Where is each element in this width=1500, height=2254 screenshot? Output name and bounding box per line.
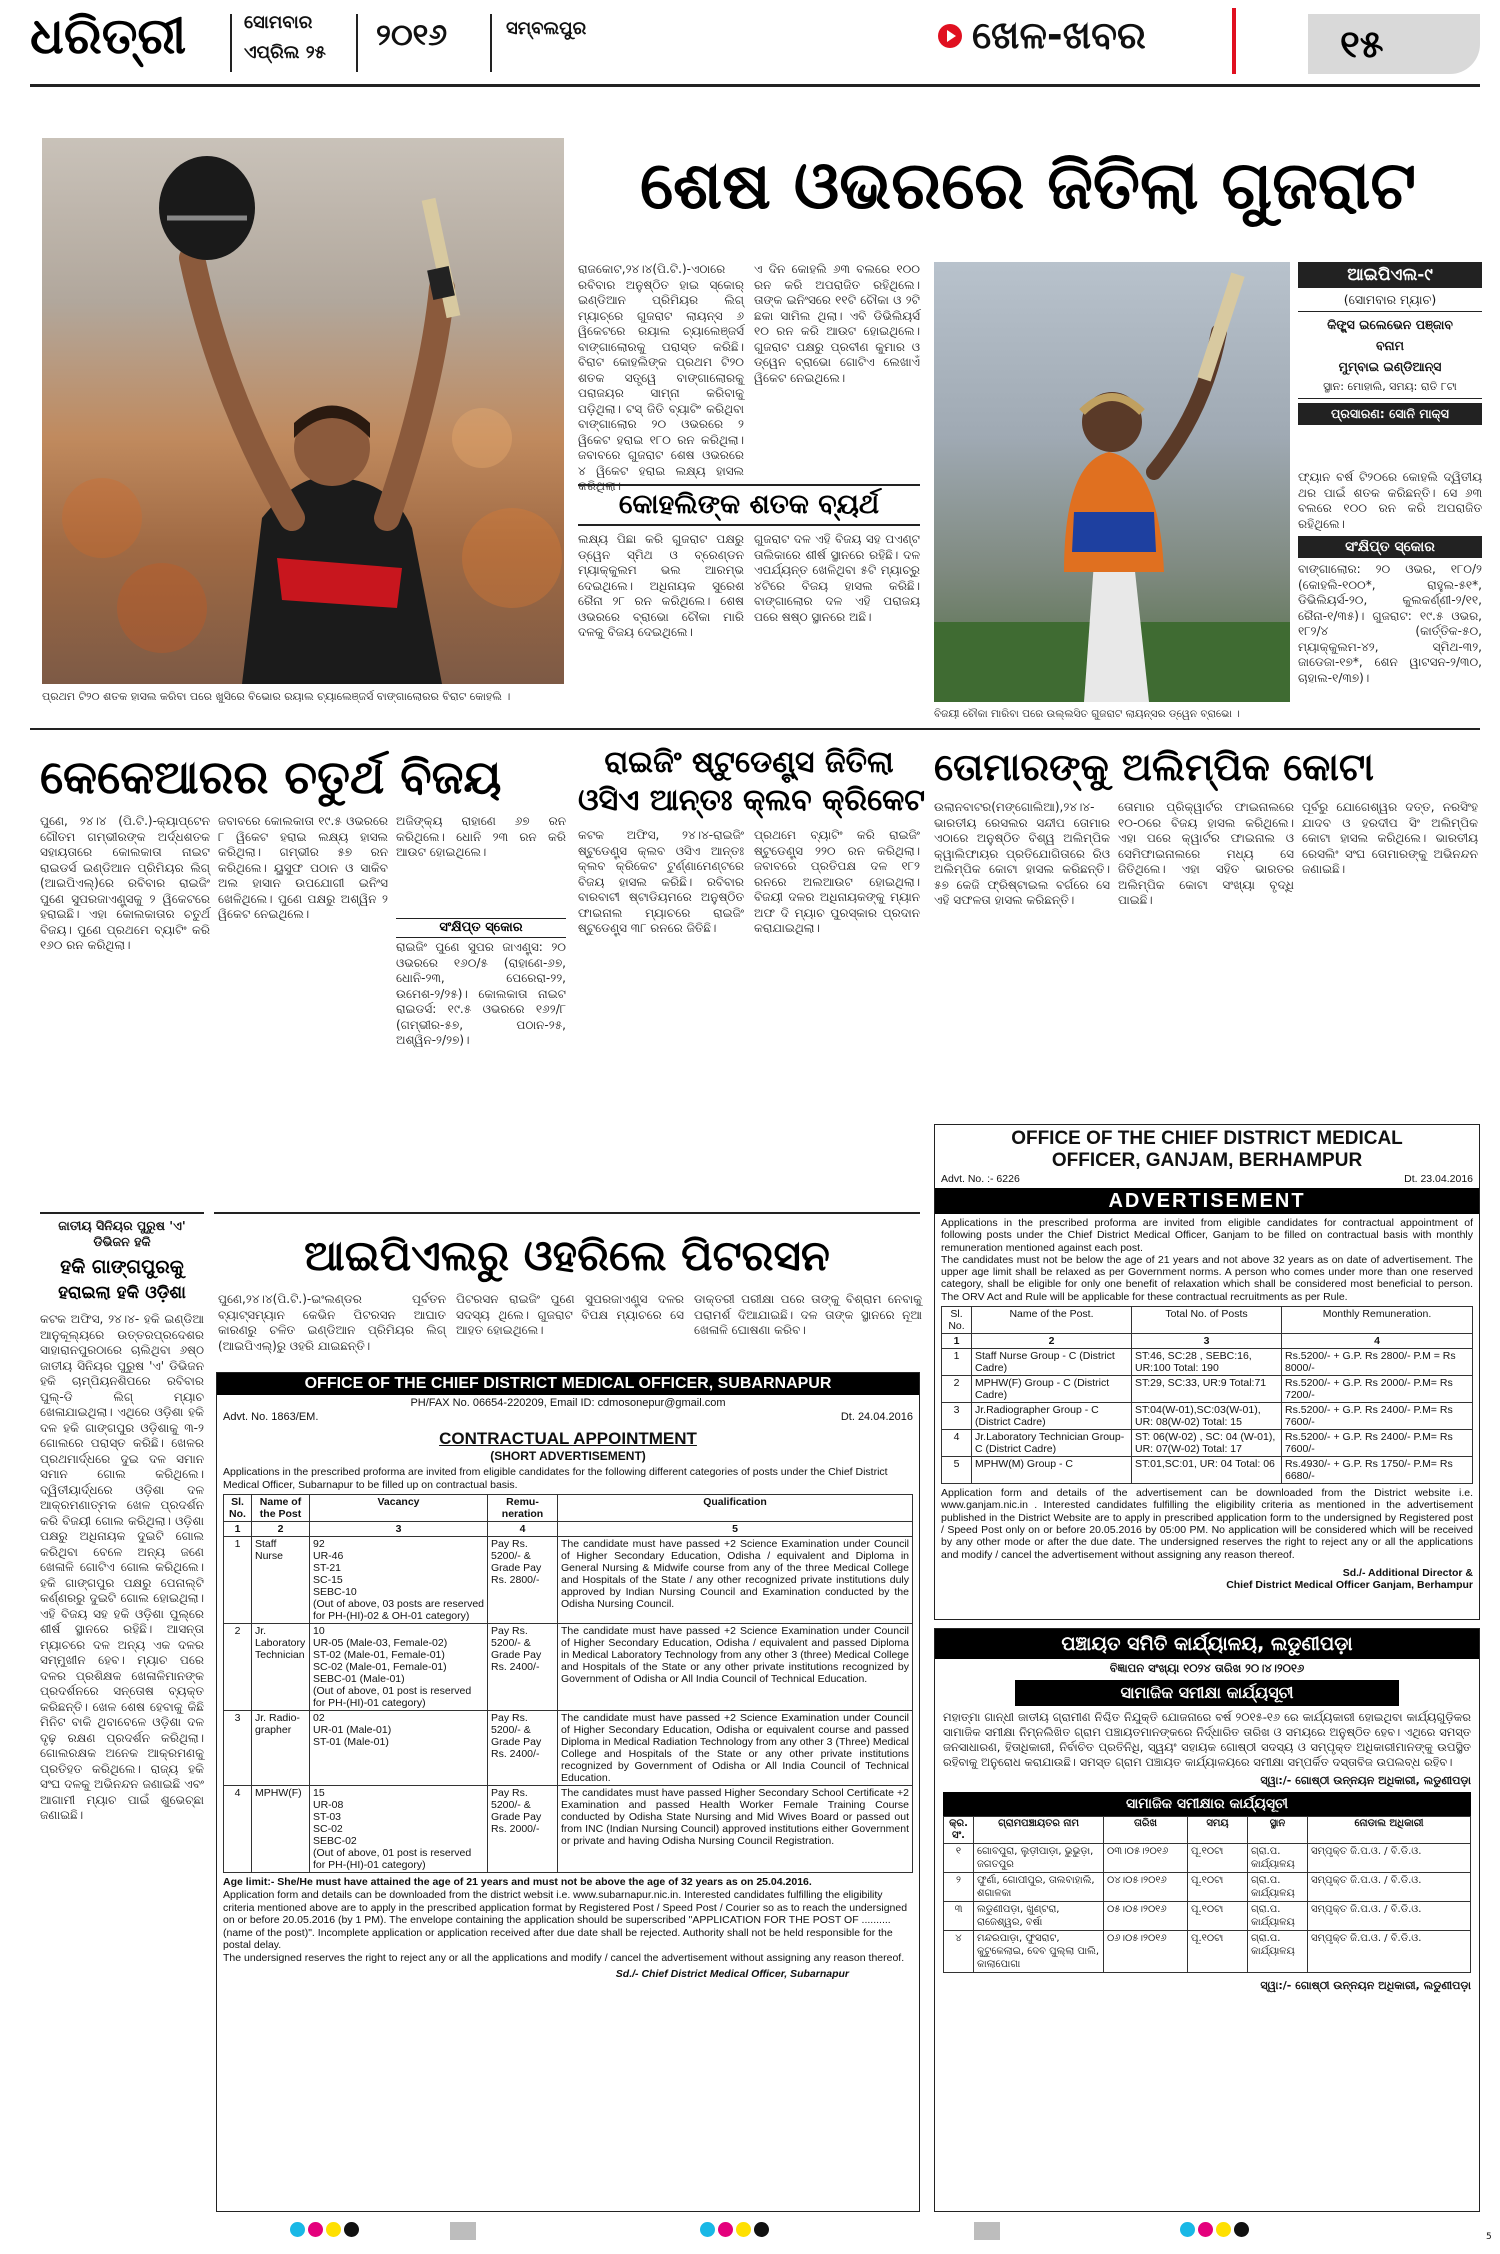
subarnapur-cell: The candidate must have passed +2 Science Examination under Council of Higher Secondary Education, Odisha or equivalent course and passed Diploma in Medical Radiation Technology from any other 3 (Three) Medical College and Hospitals of the State or any other private institutions recognized by Government of Odisha or All India Council of Technical Education. xyxy=(558,1711,913,1786)
lead-subhead: କୋହଲିଙ୍କ ଶତକ ବ୍ୟର୍ଥ xyxy=(618,489,880,520)
ipl-box xyxy=(1298,262,1482,462)
ganjam-row xyxy=(942,1376,1473,1403)
subarnapur-title: OFFICE OF THE CHIEF DISTRICT MEDICAL OFFICER, SUBARNAPUR xyxy=(217,1373,919,1395)
peterson-col-3: ଡାକ୍ତରୀ ପରୀକ୍ଷା ପରେ ତାଙ୍କୁ ବିଶ୍ରାମ ନେବାକୁ ପରାମର୍ଶ ଦିଆଯାଇଛି। ଦଳ ତାଙ୍କ ସ୍ଥାନରେ ନୂଆ ଖେଳାଳି ଘୋଷଣା କରିବ। xyxy=(694,1292,922,1337)
panchayat-ad xyxy=(934,1628,1480,2212)
ipl-box-line3: ବନାମ xyxy=(1376,338,1404,353)
panchayat-cell: ଗ୍ରା.ପ. କାର୍ଯ୍ୟାଳୟ xyxy=(1248,1873,1308,1902)
ganjam-th-total: Total No. of Posts xyxy=(1132,1307,1282,1334)
ganjam-date: Dt. 23.04.2016 xyxy=(1404,1173,1473,1185)
panchayat-cell: ଗୋବପୁରା, ଲୁଡ଼ୀପାଡ଼ା, ଭୁଭୁଡ଼ା, ଜଗତପୁର xyxy=(974,1844,1104,1873)
panchayat-banner: ସାମାଜିକ ସମୀକ୍ଷା କାର୍ଯ୍ୟସୂଚୀ xyxy=(1015,1680,1399,1706)
panchayat-th-venue: ସ୍ଥାନ xyxy=(1248,1817,1308,1844)
rising-headline-2: ଓସିଏ ଆନ୍ତଃ କ୍ଲବ କ୍ରିକେଟ xyxy=(578,783,926,818)
panchayat-cell: ଗ୍ରା.ପ. କାର୍ଯ୍ୟାଳୟ xyxy=(1248,1931,1308,1973)
panchayat-cell: ପୂ.୧୦ଟା xyxy=(1188,1902,1248,1931)
panchayat-row xyxy=(944,1844,1471,1873)
color-bar-1 xyxy=(290,2222,362,2241)
ganjam-cell: 3 xyxy=(942,1403,972,1430)
page-mark: 5 xyxy=(1486,2232,1492,2242)
ganjam-cell: Rs.4930/- + G.P. Rs 1750/- P.M= Rs 6680/- xyxy=(1282,1457,1473,1484)
yellow-dot xyxy=(1216,2222,1231,2237)
subarnapur-row xyxy=(224,1711,913,1786)
cyan-dot xyxy=(290,2222,305,2237)
color-bar-2 xyxy=(700,2222,772,2241)
panchayat-cell: ସମ୍ପୃକ୍ତ ଜି.ପ.ଓ. / ବି.ଡି.ଓ. xyxy=(1308,1931,1471,1973)
lead-col-1: ରାଜକୋଟ,୨୪।୪(ପି.ଟି.)-ଏଠାରେ ରବିବାର ଅନୁଷ୍ଠିତ ହାଇ ସ୍କୋର୍ ଇଣ୍ଡିଆନ ପ୍ରିମିୟର ଲିଗ୍ ମ୍ୟାଚ୍‌ରେ ଗୁଜରାଟ ଲାୟନ୍ସ ୬ ୱିକେଟରେ ରୟାଲ ଚ୍ୟାଲେଞ୍ଜର୍ସ ବାଙ୍ଗାଲୋରକୁ ପରାସ୍ତ କରିଛି। ବିରାଟ କୋହଲିଙ୍କ ପ୍ରଥମ ଟି୨୦ ଶତକ ସତ୍ତ୍ୱେ ବାଙ୍ଗାଲୋରକୁ ପରାଜୟର ସାମ୍ନା କରିବାକୁ ପଡ଼ିଥିଲା। ଟସ୍ ଜିତି ବ୍ୟାଟିଂ କରିଥିବା ବାଙ୍ଗାଲୋର ୨୦ ଓଭରରେ ୨ ୱିକେଟ ହରାଇ ୧୮୦ ରନ କରିଥିଲା। ଜବାବରେ ଗୁଜରାଟ ଶେଷ ଓଭରରେ ୪ ୱିକେଟ ହରାଇ ଲକ୍ଷ୍ୟ ହାସଲ କରିଥିଲା। xyxy=(578,262,744,493)
ipl-box-line5: ସ୍ଥାନ: ମୋହାଲି, ସମୟ: ରାତି ୮ଟା xyxy=(1298,380,1482,399)
rising-headline-1: ରାଇଜିଂ ଷ୍ଟୁଡେଣ୍ଟ୍ସ ଜିତିଲା xyxy=(604,745,894,780)
score-box-intro: ଫ୍ୟାନ ବର୍ଷ ଟି୨୦ରେ କୋହଲି ଦ୍ୱିତୀୟ ଥର ପାଇଁ ଶତକ କରିଛନ୍ତି। ସେ ୬୩ ବଲରେ ୧୦୦ ରନ କରି ଅପରାଜିତ ରହିଥିଲେ। xyxy=(1298,470,1482,531)
panchayat-sign-2: ସ୍ୱା:/- ଗୋଷ୍ଠୀ ଉନ୍ନୟନ ଅଧିକାରୀ, ଲଡୁଣୀପଡ଼ା xyxy=(1260,1979,1471,1992)
panchayat-cell: ଗ୍ରା.ପ. କାର୍ଯ୍ୟାଳୟ xyxy=(1248,1844,1308,1873)
panchayat-th-time: ସମୟ xyxy=(1188,1817,1248,1844)
ganjam-table xyxy=(941,1306,1473,1484)
panchayat-table xyxy=(943,1816,1471,1973)
masthead xyxy=(0,0,1500,82)
subarnapur-th-qualification: Qualification xyxy=(558,1495,913,1522)
lead-col-2: ଏ ଦିନ କୋହଲି ୬୩ ବଲରେ ୧୦୦ ରନ କରି ଅପରାଜିତ ରହିଥିଲେ। ତାଙ୍କ ଇନିଂସରେ ୧୧ଟି ଚୌକା ଓ ୨ଟି ଛକା ସାମିଲ ଥିଲା। ଏବି ଡିଭିଲିୟର୍ସ ୧୦ ରନ କରି ଆଉଟ ହୋଇଥିଲେ। ଗୁଜରାଟ ପକ୍ଷରୁ ପ୍ରବୀଣ କୁମାର ଓ ଡ୍ୱେନ ବ୍ରାଭୋ ଗୋଟିଏ ଲେଖାଏଁ ୱିକେଟ ନେଇଥିଲେ। xyxy=(754,262,920,385)
panchayat-cell: ୦୫।୦୫।୨୦୧୬ xyxy=(1104,1902,1188,1931)
color-bar-3 xyxy=(1180,2222,1252,2241)
subarnapur-ad xyxy=(216,1372,920,2212)
subarnapur-contact: PH/FAX No. 06654-220209, Email ID: cdmosonepur@gmail.com xyxy=(410,1397,726,1409)
tomar-headline: ତୋମାରଙ୍କୁ ଅଲିମ୍ପିକ କୋଟା xyxy=(934,745,1374,789)
ganjam-outro: Application form and details of the advertisement can be downloaded from the District website i.e. www.ganjam.nic.in . Interested candidates fulfilling the eligibility criteria as mentioned in the advertisement published in the District Website are to apply in prescribed application form to the undersigned by Registered post / Speed Post only on or before 20.05.2016 by 05:00 PM. No application will be considered which will be received by any other mode or after the due date. The undersigned reserves the right to reject any or all the applications and modify / cancel the advertisement without assigning any reason thereof. xyxy=(941,1487,1473,1561)
ganjam-cell: Jr.Laboratory Technician Group- C (District Cadre) xyxy=(972,1430,1132,1457)
subarnapur-cell: The candidates must have passed Higher Secondary School Certificate +2 Examination and passed Health Worker Female Training Course conducted by Odisha State Nursing and Mid Wives Board or passed out from INC (Indian Nursing Council) approved institutions either Government or private and having Odisha Nursing Council Registration. xyxy=(558,1786,913,1873)
colnum: 2 xyxy=(972,1334,1132,1349)
subarnapur-th-slno: Sl. No. xyxy=(224,1495,252,1522)
subarnapur-cell: Jr. Laboratory Technician xyxy=(252,1624,310,1711)
subarnapur-cell: 1 xyxy=(224,1537,252,1624)
ganjam-cell: ST:04(W-01),SC:03(W-01), UR: 08(W-02) Total: 15 xyxy=(1132,1403,1282,1430)
colnum: 1 xyxy=(224,1522,252,1537)
tomar-col-2: ତୋମାର ପ୍ରିକ୍ୱାର୍ଟର ଫାଇନାଲରେ ୧୦-୦ରେ ବିଜୟ ହାସଲ କରିଥିଲେ। ଏହା ପରେ କ୍ୱାର୍ଟର ଫାଇନାଲ ଓ ସେମିଫାଇନାଲରେ ମଧ୍ୟ ସେ ଜିତିଥିଲେ। ଏହା ସହିତ ଭାରତର ଅଲିମ୍ପିକ କୋଟା ସଂଖ୍ୟା ବୃଦ୍ଧି ପାଇଛି। xyxy=(1118,800,1294,907)
subarnapur-cell: 92 UR-46 ST-21 SC-15 SEBC-10 (Out of above, 03 posts are reserved for PH-(HI)-02 & OH-01 category) xyxy=(310,1537,488,1624)
panchayat-sign-1: ସ୍ୱା:/- ଗୋଷ୍ଠୀ ଉନ୍ନୟନ ଅଧିକାରୀ, ଲଡୁଣୀପଡ଼ା xyxy=(1260,1774,1471,1787)
colnum: 3 xyxy=(1132,1334,1282,1349)
odisha-headline-2: ହରାଇଲା ହକି ଓଡ଼ିଶା xyxy=(58,1283,186,1303)
masthead-city: ସମ୍ବଲପୁର xyxy=(506,18,587,39)
subarnapur-table xyxy=(223,1494,913,1873)
ipl-box-line4: ମୁମ୍ବାଇ ଇଣ୍ଡିଆନ୍ସ xyxy=(1338,359,1442,374)
ganjam-cell: 4 xyxy=(942,1430,972,1457)
lead-col-4: ଗୁଜରାଟ ଦଳ ଏହି ବିଜୟ ସହ ପଏଣ୍ଟ ତାଲିକାରେ ଶୀର୍ଷ ସ୍ଥାନରେ ରହିଛି। ଦଳ ଏପର୍ଯ୍ୟନ୍ତ ଖେଳିଥିବା ୫ଟି ମ୍ୟାଚ୍‌ରୁ ୪ଟିରେ ବିଜୟ ହାସଲ କରିଛି। ବାଙ୍ଗାଲୋର ଦଳ ଏହି ପରାଜୟ ପରେ ଷଷ୍ଠ ସ୍ଥାନରେ ଅଛି। xyxy=(754,532,920,624)
colnum: 2 xyxy=(252,1522,310,1537)
odisha-headline-1: ହକି ଗାଙ୍ଗପୁରକୁ xyxy=(60,1256,184,1278)
gray-swatch xyxy=(974,2222,1000,2240)
masthead-date: ଏପ୍ରିଲ ୨୫ xyxy=(244,42,326,63)
ganjam-advt-no: Advt. No. :- 6226 xyxy=(941,1173,1020,1185)
black-dot xyxy=(344,2222,359,2237)
subarnapur-table-header xyxy=(224,1495,913,1522)
magenta-dot xyxy=(718,2222,733,2237)
rising-col-1: କଟକ ଅଫିସ, ୨୪।୪-ରାଇଜିଂ ଷ୍ଟୁଡେଣ୍ଟ୍ସ କ୍ଲବ ଓସିଏ ଆନ୍ତଃ କ୍ଲବ କ୍ରିକେଟ ଟୁର୍ଣ୍ଣାମେଣ୍ଟରେ ବିଜୟ ହାସଲ କରିଛି। ରବିବାର ବାରବାଟୀ ଷ୍ଟାଡିୟମରେ ଅନୁଷ୍ଠିତ ଫାଇନାଲ ମ୍ୟାଚରେ ରାଇଜିଂ ଷ୍ଟୁଡେଣ୍ଟ୍ସ ୩୮ ରନରେ ଜିତିଛି। xyxy=(578,828,744,935)
ganjam-cell: Rs.5200/- + G.P. Rs 2800/- P.M = Rs 8000/- xyxy=(1282,1349,1473,1376)
bravo-photo xyxy=(934,262,1290,702)
kohli-photo-illustration xyxy=(42,138,564,684)
odisha-kicker: ଜାତୀୟ ସିନିୟର ପୁରୁଷ 'ଏ' ଡିଭିଜନ ହକି xyxy=(58,1218,186,1249)
subarnapur-cell: Staff Nurse xyxy=(252,1537,310,1624)
peterson-col-1: ପୁଣେ,୨୪।୪(ପି.ଟି.)-ଇଂଲଣ୍ଡର ପୂର୍ବତନ ବ୍ୟାଟ୍ସମ୍ୟାନ କେଭିନ ପିଟରସନ ଆଘାତ କାରଣରୁ ଚଳିତ ଇଣ୍ଡିଆନ ପ୍ରିମିୟର ଲିଗ୍ (ଆଇପିଏଲ୍)ରୁ ଓହରି ଯାଇଛନ୍ତି। xyxy=(218,1292,446,1353)
subarnapur-th-post: Name of the Post xyxy=(252,1495,310,1522)
ganjam-banner: ADVERTISEMENT xyxy=(935,1188,1479,1214)
ipl-box-line1: (ସୋମବାର ମ୍ୟାଚ) xyxy=(1298,292,1482,312)
ganjam-th-post: Name of the Post. xyxy=(972,1307,1132,1334)
subarnapur-heading: CONTRACTUAL APPOINTMENT xyxy=(439,1429,697,1448)
subarnapur-th-remuneration: Remu-neration xyxy=(488,1495,558,1522)
subarnapur-sign: Sd./- Chief District Medical Officer, Subarnapur xyxy=(615,1968,849,1980)
subarnapur-intro: Applications in the prescribed proforma are invited from eligible candidates for the following different categories of posts under the Chief District Medical Officer, Subarnapur to be filled up on contractual basis. xyxy=(223,1466,888,1491)
ipl-box-title: ଆଇପିଏଲ-୯ xyxy=(1298,262,1482,288)
subarnapur-cell: Jr. Radio-grapher xyxy=(252,1711,310,1786)
colnum: 4 xyxy=(1282,1334,1473,1349)
cyan-dot xyxy=(1180,2222,1195,2237)
panchayat-cell: ୧ xyxy=(944,1844,974,1873)
subarnapur-outro: Application form and details can be downloaded from the district websit i.e. www.subarnapur.nic.in. Interested candidates fulfilling the eligibility criteria mentioned above are to apply in the prescribed application format by Registered Post / Speed Post / Courier so as to reach the undersigned on or before 20.05.2016 (by 1 PM). The envelope containing the application should be superscribed "APPLICATION FOR THE POST OF .......... (name of the post)". Incomplete application or application received after due date shall be rejected. Authority shall not be held responsible for the postal delay. The undersigned reserves the right to reject any or all the applications and modify / cancel the advertisement without assigning any reason thereof. xyxy=(223,1889,908,1964)
panchayat-cell: ଗ୍ରା.ପ. କାର୍ଯ୍ୟାଳୟ xyxy=(1248,1902,1308,1931)
black-dot xyxy=(754,2222,769,2237)
registration-marks xyxy=(0,2218,1500,2248)
peterson-col-2: ପିଟରସନ ରାଇଜିଂ ପୁଣେ ସୁପରଜାଏଣ୍ଟ୍ସ ଦଳର ସଦସ୍ୟ ଥିଲେ। ଗୁଜରାଟ ବିପକ୍ଷ ମ୍ୟାଚରେ ସେ ଆହତ ହୋଇଥିଲେ। xyxy=(456,1292,684,1337)
colnum: 1 xyxy=(942,1334,972,1349)
ganjam-table-header xyxy=(942,1307,1473,1334)
ganjam-row xyxy=(942,1430,1473,1457)
lead-col-3: ଲକ୍ଷ୍ୟ ପିଛା କରି ଗୁଜରାଟ ପକ୍ଷରୁ ଡ୍ୱେନ ସ୍ମିଥ ଓ ବ୍ରେଣ୍ଡନ ମ୍ୟାକ୍‌କୁଲମ ଭଲ ଆରମ୍ଭ ଦେଇଥିଲେ। ଅଧିନାୟକ ସୁରେଶ ରୈନା ୨୮ ରନ କରିଥିଲେ। ଶେଷ ଓଭରରେ ବ୍ରାଭୋ ଚୌକା ମାରି ଦଳକୁ ବିଜୟ ଦେଇଥିଲେ। xyxy=(578,532,744,639)
panchayat-cell: ୩ xyxy=(944,1902,974,1931)
panchayat-notice: ବିଜ୍ଞାପନ ସଂଖ୍ୟା ୧୦୨୪ ତାରିଖ ୨୦।୪।୨୦୧୬ xyxy=(1109,1661,1305,1675)
black-dot xyxy=(1234,2222,1249,2237)
panchayat-cell: ଫୁର୍ଣା, ଗୋପୀପୁର, ତାଲବାହାଲି, ଶଗାଳକା xyxy=(974,1873,1104,1902)
panchayat-th-officer: ନୋଡାଲ ଅଧିକାରୀ xyxy=(1308,1817,1471,1844)
kohli-photo-caption: ପ୍ରଥମ ଟି୨୦ ଶତକ ହାସଲ କରିବା ପରେ ଖୁସିରେ ବିଭୋର ରୟାଲ ଚ୍ୟାଲେଞ୍ଜର୍ସ ବାଙ୍ଗାଲୋରର ବିରାଟ କୋହଲି । xyxy=(42,690,511,703)
subarnapur-cell: 2 xyxy=(224,1624,252,1711)
ipl-box-line6: ପ୍ରସାରଣ: ସୋନି ମାକ୍ସ xyxy=(1298,403,1482,425)
subarnapur-age-limit: Age limit:- She/He must have attained the age of 21 years and must not be above the age of 32 years as on 25.04.2016. xyxy=(223,1876,812,1888)
ganjam-th-slno: Sl. No. xyxy=(942,1307,972,1334)
panchayat-th-date: ତାରିଖ xyxy=(1104,1817,1188,1844)
subarnapur-row xyxy=(224,1786,913,1873)
panchayat-cell: ୦୪।୦୫।୨୦୧୬ xyxy=(1104,1873,1188,1902)
panchayat-table-header xyxy=(944,1817,1471,1844)
ganjam-cell: MPHW(F) Group - C (District Cadre) xyxy=(972,1376,1132,1403)
panchayat-cell: ୦୬।୦୫।୨୦୧୬ xyxy=(1104,1931,1188,1973)
magenta-dot xyxy=(308,2222,323,2237)
bravo-photo-illustration xyxy=(934,262,1290,702)
ganjam-cell: Jr.Radiographer Group - C (District Cadre) xyxy=(972,1403,1132,1430)
bravo-photo-caption: ବିଜୟୀ ଚୌକା ମାରିବା ପରେ ଉଲ୍ଲସିତ ଗୁଜରାଟ ଲାୟନ୍ସର ଡ୍ୱେନ ବ୍ରାଭୋ । xyxy=(934,708,1240,720)
panchayat-row xyxy=(944,1873,1471,1902)
panchayat-cell: ସମ୍ପୃକ୍ତ ଜି.ପ.ଓ. / ବି.ଡି.ଓ. xyxy=(1308,1902,1471,1931)
magenta-dot xyxy=(1198,2222,1213,2237)
tomar-col-1: ଉଲାନବାଟର(ମଙ୍ଗୋଲିଆ),୨୪।୪-ଭାରତୀୟ ରେସଲର ସନ୍ଦୀପ ତୋମାର ଏଠାରେ ଅନୁଷ୍ଠିତ ବିଶ୍ୱ ଅଲିମ୍ପିକ କ୍ୱାଲିଫାୟର ପ୍ରତିଯୋଗିତାରେ ରିଓ ଅଲିମ୍ପିକ କୋଟା ହାସଲ କରିଛନ୍ତି। ୫୭ କେଜି ଫ୍ରିଷ୍ଟାଇଲ ବର୍ଗରେ ସେ ଏହି ସଫଳତା ହାସଲ କରିଛନ୍ତି। xyxy=(934,800,1110,907)
ganjam-cell: ST:29, SC:33, UR:9 Total:71 xyxy=(1132,1376,1282,1403)
panchayat-cell: ସମ୍ପୃକ୍ତ ଜି.ପ.ଓ. / ବି.ଡି.ଓ. xyxy=(1308,1873,1471,1902)
kkr-score-title: ସଂକ୍ଷିପ୍ତ ସ୍କୋର xyxy=(396,918,566,938)
panchayat-title: ପଞ୍ଚାୟତ ସମିତି କାର୍ଯ୍ୟାଳୟ, ଲଡୁଣୀପଡ଼ା xyxy=(935,1629,1479,1659)
yellow-dot xyxy=(736,2222,751,2237)
panchayat-body: ମହାତ୍ମା ଗାନ୍ଧୀ ଜାତୀୟ ଗ୍ରାମୀଣ ନିଶ୍ଚିତ ନିଯୁକ୍ତି ଯୋଜନାରେ ବର୍ଷ ୨୦୧୫-୧୬ ରେ କାର୍ଯ୍ୟକାରୀ ହୋଇଥିବା କାର୍ଯ୍ୟଗୁଡ଼ିକର ସାମାଜିକ ସମୀକ୍ଷା ନିମ୍ନଲିଖିତ ଗ୍ରାମ ପଞ୍ଚାୟତମାନଙ୍କରେ ନିର୍ଦ୍ଧାରିତ ତାରିଖ ଓ ସମୟରେ ଅନୁଷ୍ଠିତ ହେବ। ଏଥିରେ ସମସ୍ତ ଜନସାଧାରଣ, ହିତାଧିକାରୀ, ନିର୍ବାଚିତ ପ୍ରତିନିଧି, ସ୍ୱୟଂ ସହାୟକ ଗୋଷ୍ଠୀ ସଦସ୍ୟ ଓ ସମ୍ପୃକ୍ତ ଅଧିକାରୀମାନଙ୍କୁ ଉପସ୍ଥିତ ରହିବାକୁ ଅନୁରୋଧ କରାଯାଉଛି। ସମସ୍ତ ଗ୍ରାମ ପଞ୍ଚାୟତ କାର୍ଯ୍ୟାଳୟରେ ସମୀକ୍ଷା ସମ୍ପର୍କିତ ଦସ୍ତାବିଜ ଉପଲବ୍ଧ ରହିବ। xyxy=(943,1710,1471,1769)
subarnapur-cell: 15 UR-08 ST-03 SC-02 SEBC-02 (Out of above, 01 post is reserved for PH-(HI)-01 category) xyxy=(310,1786,488,1873)
colnum: 4 xyxy=(488,1522,558,1537)
lead-headline: ଶେଷ ଓଭରରେ ଜିତିଲା ଗୁଜରାଟ xyxy=(639,147,1417,224)
ganjam-row xyxy=(942,1403,1473,1430)
panchayat-row xyxy=(944,1902,1471,1931)
subarnapur-date: Dt. 24.04.2016 xyxy=(840,1411,913,1423)
subarnapur-cell: 3 xyxy=(224,1711,252,1786)
subarnapur-cell: Pay Rs. 5200/- & Grade Pay Rs. 2400/- xyxy=(488,1624,558,1711)
subarnapur-cell: The candidate must have passed +2 Science Examination under Council of Higher Secondary Education, Odisha / equivalent and Diploma in General Nursing & Midwife course from any of the three Medical College and Hospitals of the State / any other recognized private institutions duly approved by Indian Nursing Council and Examination conducted by the Odisha Nursing Council. xyxy=(558,1537,913,1624)
ipl-box-line2: କିଙ୍ଗ୍ସ ଇଲେଭେନ ପଞ୍ଜାବ xyxy=(1327,317,1453,332)
panchayat-row xyxy=(944,1931,1471,1973)
ganjam-cell: Staff Nurse Group - C (District Cadre) xyxy=(972,1349,1132,1376)
kkr-headline: କେକେଆରର ଚତୁର୍ଥ ବିଜୟ xyxy=(40,750,502,804)
colnum: 3 xyxy=(310,1522,488,1537)
subarnapur-cell: Pay Rs. 5200/- & Grade Pay Rs. 2800/- xyxy=(488,1537,558,1624)
rising-col-2: ପ୍ରଥମେ ବ୍ୟାଟିଂ କରି ରାଇଜିଂ ଷ୍ଟୁଡେଣ୍ଟ୍ସ ୨୨୦ ରନ କରିଥିଲା। ଜବାବରେ ପ୍ରତିପକ୍ଷ ଦଳ ୧୮୨ ରନରେ ଅଲଆଉଟ ହୋଇଥିଲା। ବିଜୟୀ ଦଳର ଅଧିନାୟକଙ୍କୁ ମ୍ୟାନ ଅଫ ଦି ମ୍ୟାଚ ପୁରସ୍କାର ପ୍ରଦାନ କରାଯାଇଥିଲା। xyxy=(754,828,920,935)
panchayat-cell: ଲଡୁଣୀପଡ଼ା, ଖୁଣ୍ଟରା, ରାଜେଶ୍ୱର, ବର୍ଷା xyxy=(974,1902,1104,1931)
subarnapur-cell: MPHW(F) xyxy=(252,1786,310,1873)
peterson-headline: ଆଇପିଏଲରୁ ଓହରିଲେ ପିଟରସନ xyxy=(304,1231,830,1280)
subarnapur-row xyxy=(224,1624,913,1711)
subarnapur-cell: 02 UR-01 (Male-01) ST-01 (Male-01) xyxy=(310,1711,488,1786)
panchayat-table-title: ସାମାଜିକ ସମୀକ୍ଷାର କାର୍ଯ୍ୟସୂଚୀ xyxy=(943,1792,1471,1816)
lead-subhead-box xyxy=(578,484,920,526)
subarnapur-row xyxy=(224,1537,913,1624)
cyan-dot xyxy=(700,2222,715,2237)
ganjam-cell: 5 xyxy=(942,1457,972,1484)
ganjam-table-colnums xyxy=(942,1334,1473,1349)
panchayat-cell: ପୂ.୧୦ଟା xyxy=(1188,1931,1248,1973)
masthead-day: ସୋମବାର xyxy=(244,12,313,33)
ganjam-cell: 2 xyxy=(942,1376,972,1403)
ganjam-row xyxy=(942,1457,1473,1484)
ganjam-cell: 1 xyxy=(942,1349,972,1376)
subarnapur-cell: 10 UR-05 (Male-03, Female-02) ST-02 (Male-01, Female-01) SC-02 (Male-01, Female-01) SEBC-01 (Male-01) (Out of above, 01 post is reserved for PH-(HI)-01 category) xyxy=(310,1624,488,1711)
panchayat-cell: ୨ xyxy=(944,1873,974,1902)
section-bullet-icon xyxy=(938,24,962,48)
subarnapur-cell: Pay Rs. 5200/- & Grade Pay Rs. 2000/- xyxy=(488,1786,558,1873)
panchayat-cell: ସମ୍ପୃକ୍ତ ଜି.ପ.ଓ. / ବି.ଡି.ଓ. xyxy=(1308,1844,1471,1873)
score-box-title: ସଂକ୍ଷିପ୍ତ ସ୍କୋର xyxy=(1298,536,1482,558)
subarnapur-cell: 4 xyxy=(224,1786,252,1873)
ganjam-th-remuneration: Monthly Remuneration. xyxy=(1282,1307,1473,1334)
subarnapur-th-vacancy: Vacancy xyxy=(310,1495,488,1522)
subarnapur-subheading: (SHORT ADVERTISEMENT) xyxy=(490,1449,646,1463)
ganjam-row xyxy=(942,1349,1473,1376)
tomar-col-3: ପୂର୍ବରୁ ଯୋଗେଶ୍ୱର ଦତ୍ତ, ନରସିଂହ ଯାଦବ ଓ ହରଦୀପ ସିଂ ଅଲିମ୍ପିକ କୋଟା ହାସଲ କରିଥିଲେ। ଭାରତୀୟ ରେସଲିଂ ସଂଘ ତୋମାରଙ୍କୁ ଅଭିନନ୍ଦନ ଜଣାଇଛି। xyxy=(1302,800,1478,876)
kohli-photo xyxy=(42,138,564,684)
subarnapur-table-colnums xyxy=(224,1522,913,1537)
ganjam-sign-2: Chief District Medical Officer Ganjam, Berhampur xyxy=(1226,1578,1473,1591)
subarnapur-advt-no: Advt. No. 1863/EM. xyxy=(223,1411,319,1423)
page-number: ୧୫ xyxy=(1340,22,1384,66)
ganjam-sign-1: Sd./- Additional Director & xyxy=(1342,1566,1473,1579)
subarnapur-cell: Pay Rs. 5200/- & Grade Pay Rs. 2400/- xyxy=(488,1711,558,1786)
ganjam-cell: Rs.5200/- + G.P. Rs 2400/- P.M= Rs 7600/- xyxy=(1282,1430,1473,1457)
panchayat-cell: ମନ୍ଦରପାଡ଼ା, ଫୁସରାଟ, କୁଟୁକେଲାଇ, ଦେବ ପୁଲ୍ଲା ପାଲି, କାଲାପୋଗା xyxy=(974,1931,1104,1973)
ganjam-intro: Applications in the prescribed proforma are invited from eligible candidates for contractual appointment of following posts under the Chief District Medical Officer, Ganjam to be filled on contractual basis with monthly remuneration mentioned against each post. The candidates must not be below the age of 21 years and not above 32 years as on date of advertisement. The upper age limit shall be relaxed as per Government norms. A person who comes under more than one reserved category, shall be eligible for only one benefit of relaxation which shall be considered most beneficial to person. The ORV Act and Rule will be applicable for these contractual recruitments as per Rule. xyxy=(941,1217,1473,1303)
ganjam-cell: Rs.5200/- + G.P. Rs 2000/- P.M= Rs 7200/- xyxy=(1282,1376,1473,1403)
ganjam-title-1: OFFICE OF THE CHIEF DISTRICT MEDICAL xyxy=(1011,1128,1403,1149)
ganjam-cell: ST:01,SC:01, UR: 04 Total: 06 xyxy=(1132,1457,1282,1484)
page-number-tab xyxy=(1308,14,1480,74)
kkr-col-2: ଜବାବରେ କୋଲକାତା ୧୯.୫ ଓଭରରେ ୮ ୱିକେଟ ହରାଇ ଲକ୍ଷ୍ୟ ହାସଲ କରିଥିଲା। ଗମ୍ଭୀର ୫୭ ରନ କରିଥିଲେ। ୟୁସୁଫ ପଠାନ ଓ ସାକିବ ଅଲ ହାସାନ ଉପଯୋଗୀ ଇନିଂସ ଖେଳିଥିଲେ। ପୁଣେ ପକ୍ଷରୁ ଅଶ୍ୱିନ ୨ ୱିକେଟ ନେଇଥିଲେ। xyxy=(218,814,388,921)
panchayat-th-slno: କ୍ର. ସଂ. xyxy=(944,1817,974,1844)
kkr-col-1: ପୁଣେ, ୨୪।୪ (ପି.ଟି.)-କ୍ୟାପ୍ଟେନ ଗୌତମ ଗମ୍ଭୀରଙ୍କ ଅର୍ଦ୍ଧଶତକ ସହାୟତାରେ କୋଲକାତା ନାଇଟ ରାଇଡର୍ସ ଇଣ୍ଡିଆନ ପ୍ରିମିୟର ଲିଗ୍ (ଆଇପିଏଲ୍)ରେ ରବିବାର ରାଇଜିଂ ପୁଣେ ସୁପରଜାଏଣ୍ଟ୍ସକୁ ୨ ୱିକେଟରେ ହରାଇଛି। ଏହା କୋଲକାତାର ଚତୁର୍ଥ ବିଜୟ। ପୁଣେ ପ୍ରଥମେ ବ୍ୟାଟିଂ କରି ୧୬୦ ରନ କରିଥିଲା। xyxy=(40,814,210,952)
panchayat-cell: ପୂ.୧୦ଟା xyxy=(1188,1873,1248,1902)
odisha-body: କଟକ ଅଫିସ, ୨୪।୪- ହକି ଇଣ୍ଡିଆ ଆନୁକୂଲ୍ୟରେ ଉତ୍ତରପ୍ରଦେଶର ସାହାରାନପୁରଠାରେ ଚାଲିଥିବା ୬ଷ୍ଠ ଜାତୀୟ ସିନିୟର ପୁରୁଷ 'ଏ' ଡିଭିଜନ ହକି ଚାମ୍ପିୟନଶିପରେ ରବିବାର ପୁଲ୍-ଡି ଲିଗ୍ ମ୍ୟାଚ ଖେଳାଯାଇଥିଲା। ଏଥିରେ ଓଡ଼ିଶା ହକି ଦଳ ହକି ଗାଙ୍ଗପୁର ଓଡ଼ିଶାକୁ ୩-୨ ଗୋଲରେ ପରାସ୍ତ କରିଛି। ଖେଳର ପ୍ରଥମାର୍ଦ୍ଧରେ ଦୁଇ ଦଳ ସମାନ ସମାନ ଗୋଲ କରିଥିଲେ। ଦ୍ୱିତୀୟାର୍ଦ୍ଧରେ ଓଡ଼ିଶା ଦଳ ଆକ୍ରମଣାତ୍ମକ ଖେଳ ପ୍ରଦର୍ଶନ କରି ବିଜୟୀ ଗୋଲ କରିଥିଲା। ଓଡ଼ିଶା ପକ୍ଷରୁ ଅଧିନାୟକ ଦୁଇଟି ଗୋଲ କରିଥିବା ବେଳେ ଅନ୍ୟ ଜଣେ ଖେଳାଳି ଗୋଟିଏ ଗୋଲ କରିଥିଲେ। ହକି ଗାଙ୍ଗପୁର ପକ୍ଷରୁ ପେନାଲ୍ଟି କର୍ଣ୍ଣରରୁ ଦୁଇଟି ଗୋଲ ହୋଇଥିଲା। ଏହି ବିଜୟ ସହ ହକି ଓଡ଼ିଶା ପୁଲ୍‌ରେ ଶୀର୍ଷ ସ୍ଥାନରେ ରହିଛି। ଆସନ୍ତା ମ୍ୟାଚରେ ଦଳ ଅନ୍ୟ ଏକ ଦଳର ସମ୍ମୁଖୀନ ହେବ। ମ୍ୟାଚ ପରେ ଦଳର ପ୍ରଶିକ୍ଷକ ଖେଳାଳିମାନଙ୍କ ପ୍ରଦର୍ଶନରେ ସନ୍ତୋଷ ବ୍ୟକ୍ତ କରିଛନ୍ତି। ଖେଳ ଶେଷ ହେବାକୁ କିଛି ମିନିଟ ବାକି ଥିବାବେଳେ ଓଡ଼ିଶା ଦଳ ଦୃଢ଼ ରକ୍ଷଣ ପ୍ରଦର୍ଶନ କରିଥିଲା। ଗୋଲରକ୍ଷକ ଅନେକ ଆକ୍ରମଣକୁ ପ୍ରତିହତ କରିଥିଲେ। ରାଜ୍ୟ ହକି ସଂଘ ଦଳକୁ ଅଭିନନ୍ଦନ ଜଣାଇଛି ଏବଂ ଆଗାମୀ ମ୍ୟାଚ ପାଇଁ ଶୁଭେଚ୍ଛା ଜଣାଇଛି। xyxy=(40,1312,204,1822)
section-title: ଖେଳ-ଖବର xyxy=(972,13,1146,57)
panchayat-th-gp: ଗ୍ରାମପଞ୍ଚାୟତର ନାମ xyxy=(974,1817,1104,1844)
subarnapur-cell: The candidate must have passed +2 Science Examination under Council of Higher Secondary Education, Odisha / equivalent and passed Diploma in Medical Laboratory Technology from any other 3 (three) Medical College and Hospitals of the State or any other private institutions recognized by Government of Odisha or All India Council of Technical Education. xyxy=(558,1624,913,1711)
gray-swatch xyxy=(450,2222,476,2240)
ganjam-title-2: OFFICER, GANJAM, BERHAMPUR xyxy=(1051,1150,1363,1171)
kkr-score-body: ରାଇଜିଂ ପୁଣେ ସୁପର ଜାଏଣ୍ଟ୍ସ: ୨୦ ଓଭରରେ ୧୬୦/୫ (ରାହାଣେ-୬୭, ଧୋନି-୨୩, ପେରେରା-୨୨, ଉମେଶ-୨/୨୫)। କୋଲକାତା ନାଇଟ ରାଇଡର୍ସ: ୧୯.୫ ଓଭରରେ ୧୬୨/୮ (ଗମ୍ଭୀର-୫୭, ପଠାନ-୨୫, ଅଶ୍ୱିନ-୨/୨୭)। xyxy=(396,940,566,1047)
colnum: 5 xyxy=(558,1522,913,1537)
score-box-body: ବାଙ୍ଗାଲୋର: ୨୦ ଓଭର, ୧୮୦/୨ (କୋହଲି-୧୦୦*, ରାହୁଲ-୫୧*, ଡିଭିଲିୟର୍ସ-୨୦, କୁଲକର୍ଣ୍ଣୀ-୨/୧୧, ରୈନା-୧/୩୫)। ଗୁଜରାଟ: ୧୯.୫ ଓଭର, ୧୮୨/୪ (କାର୍ତ୍ତିକ-୫୦, ମ୍ୟାକ୍‌କୁଲମ-୪୨, ସ୍ମିଥ-୩୨, ଜାଡେଜା-୧୭*, ଶେନ ୱାଟସନ-୨/୩୦, ଚାହାଲ-୧/୩୭)। xyxy=(1298,562,1482,685)
panchayat-cell: ୦୩।୦୫।୨୦୧୬ xyxy=(1104,1844,1188,1873)
masthead-year: ୨୦୧୬ xyxy=(376,18,448,53)
ganjam-cell: MPHW(M) Group - C xyxy=(972,1457,1132,1484)
masthead-logo: ଧରିତ୍ରୀ xyxy=(30,7,187,65)
kkr-col-3: ଅଜିଙ୍କ୍ୟ ରାହାଣେ ୬୭ ରନ କରିଥିଲେ। ଧୋନି ୨୩ ରନ କରି ଆଉଟ ହୋଇଥିଲେ। xyxy=(396,814,566,859)
ganjam-cell: Rs.5200/- + G.P. Rs 2400/- P.M= Rs 7600/- xyxy=(1282,1403,1473,1430)
ganjam-ad xyxy=(934,1124,1480,1620)
yellow-dot xyxy=(326,2222,341,2237)
panchayat-cell: ପୂ.୧୦ଟା xyxy=(1188,1844,1248,1873)
ganjam-cell: ST: 06(W-02) , SC: 04 (W-01), UR: 07(W-02) Total: 17 xyxy=(1132,1430,1282,1457)
panchayat-cell: ୪ xyxy=(944,1931,974,1973)
ganjam-cell: ST:46, SC:28 , SEBC:16, UR:100 Total: 190 xyxy=(1132,1349,1282,1376)
